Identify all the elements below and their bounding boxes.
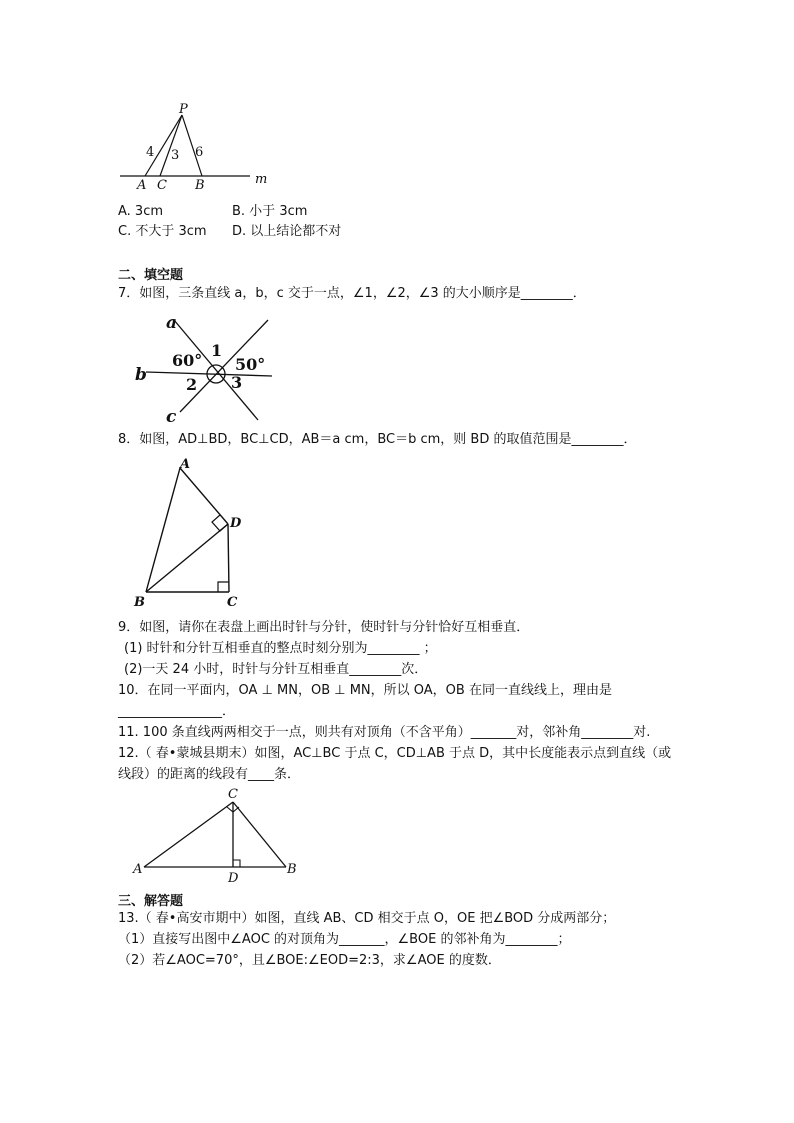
question-13-line-1: 13.（ 春•高安市期中）如图，直线 AB、CD 相交于点 O，OE 把∠BOD 分成两部分； [118,911,616,926]
label-line-b: b [135,365,147,385]
label-line-a: a [166,313,178,333]
question-12-line-1: 12.（ 春•蒙城县期末）如图，AC⊥BC 于点 C，CD⊥AB 于点 D，其中长度能表示点到直线（或 [118,746,672,761]
option-a: A. 3cm [118,204,164,219]
label-b: B [134,595,145,610]
question-11: 11. 100 条直线两两相交于一点，则共有对顶角（不含平角）_______对，邻补角________对. [118,725,651,740]
question-9-part-2: (2)一天 24 小时，时针与分针互相垂直________次． [124,662,428,677]
label-a: A [133,862,143,877]
question-9-part-1: (1) 时针和分针互相垂直的整点时刻分别为________ ； [124,641,437,656]
segment-ab [146,468,180,592]
option-c: C. 不大于 3cm [118,224,207,239]
label-length-pa: 4 [146,145,155,160]
label-length-pc: 3 [171,148,180,163]
label-m: m [255,172,268,187]
right-angle-mark-c [218,582,229,592]
question-13-line-3: （2）若∠AOC=70°，且∠BOE:∠EOD=2:3，求∠AOE 的度数． [118,953,501,968]
question-12-line-2: 线段）的距离的线段有____条． [118,767,301,782]
label-b: B [195,178,205,193]
label-angle-3: 3 [231,373,243,392]
question-13-line-2: （1）直接写出图中∠AOC 的对顶角为_______，∠BOE 的邻补角为________； [118,932,571,947]
question-8: 8．如图，AD⊥BD，BC⊥CD，AB＝a cm，BC＝b cm，则 BD 的取值范围是________． [118,432,637,447]
option-b: B. 小于 3cm [232,204,308,219]
label-angle-60: 60° [172,351,203,370]
label-d: D [230,516,242,531]
label-p: P [179,102,188,117]
segment-cb [233,802,286,867]
figure-three-lines [132,308,282,426]
label-angle-50: 50° [235,355,266,374]
question-10-line-1: 10．在同一平面内，OA ⊥ MN，OB ⊥ MN，所以 OA，OB 在同一直线线上，理由是 [118,683,612,698]
figure-point-to-line [115,100,275,195]
label-a: A [137,178,147,193]
figure-right-triangle-altitude [130,784,305,884]
question-7: 7．如图，三条直线 a，b，c 交于一点，∠1，∠2，∠3 的大小顺序是________． [118,286,586,301]
question-9: 9．如图，请你在表盘上画出时针与分针，使时针与分针恰好互相垂直． [118,620,530,635]
label-b: B [287,862,297,877]
figure-perpendicular-quadrilateral [128,454,253,612]
label-a: A [180,457,191,472]
label-c: C [227,595,238,610]
label-d: D [228,871,239,884]
section-answer-title: 三、解答题 [118,894,184,909]
option-d: D. 以上结论都不对 [232,224,342,239]
label-angle-2: 2 [186,375,198,394]
right-angle-mark-d [212,515,228,531]
segment-bd [146,524,228,592]
label-line-c: c [166,407,177,426]
label-angle-1: 1 [211,341,223,360]
label-c: C [228,787,238,802]
right-angle-mark-d [233,860,240,867]
section-fill-in-title: 二、填空题 [118,268,184,283]
segment-ac [144,802,233,867]
segment-ad [180,468,228,524]
label-length-pb: 6 [195,145,204,160]
label-c: C [157,178,167,193]
question-10-line-2: ________________． [118,704,236,719]
